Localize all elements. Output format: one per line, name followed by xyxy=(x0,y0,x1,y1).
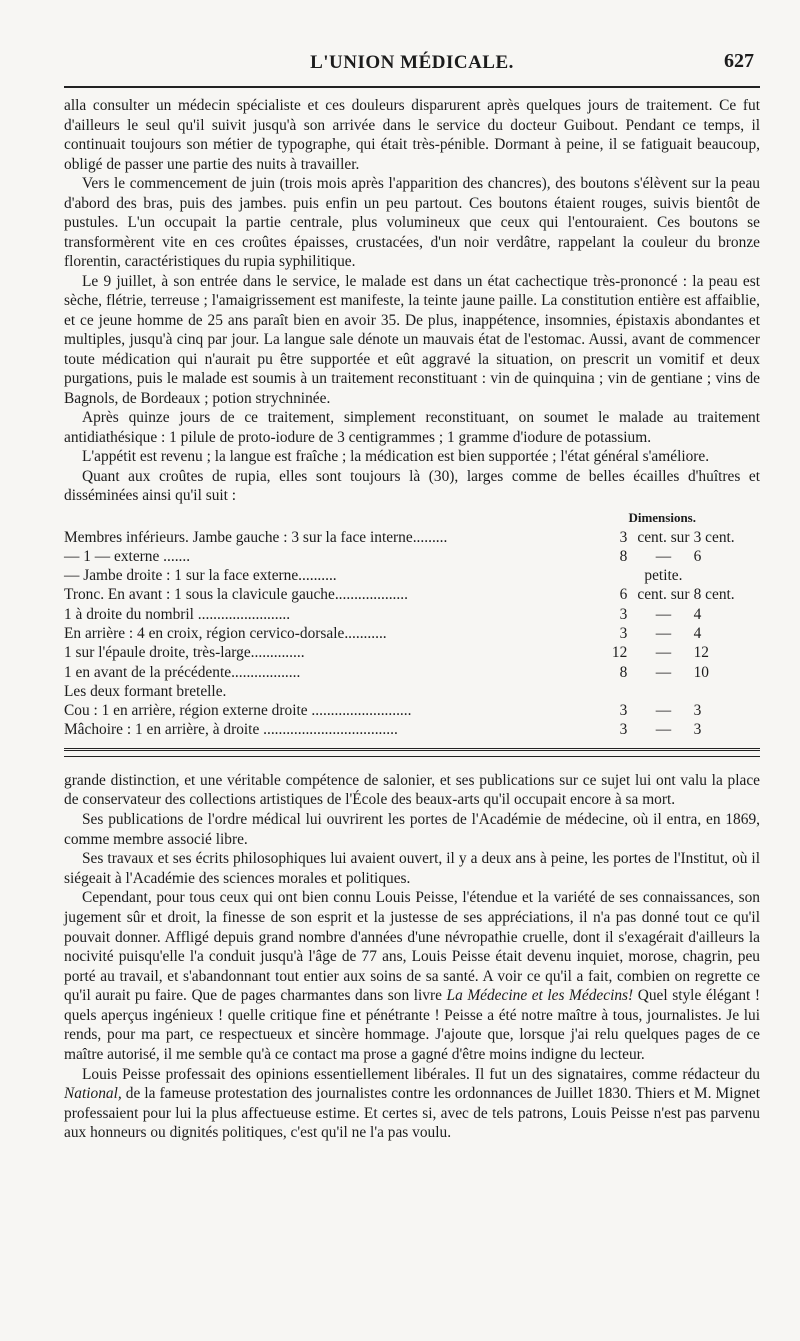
table-row xyxy=(64,663,760,682)
dimension-a: 3 xyxy=(619,528,628,546)
paragraph xyxy=(64,888,760,1064)
dimension-unit xyxy=(633,682,693,701)
lesion-site: 1 à droite du nombril ........................ xyxy=(64,605,291,623)
dimension-unit: — xyxy=(655,721,672,739)
lesion-site: Les deux formant bretelle. xyxy=(64,682,227,700)
separator-rule xyxy=(64,748,760,754)
text-run: Cependant, pour tous ceux qui ont bien connu Louis Peisse, l'étendue et la variété de ses connaissances, son jugement sûr et droit, la finesse de son esprit et la justesse de ses appréciations, il n'a pas donné tout ce qu'il pouvait donner. Affligé depuis grand nombre d'années d'une névropathie cruelle, dont il s'exagérait d'ailleurs la nocivité puisqu'elle l'a conduit jusqu'à l'âge de 77 ans, Louis Peisse était devenu inquiet, morose, chagrin, peu porté au travail, et s'abandonnant tout entier aux soins de sa santé. A voir ce qu'il a fait, combien on regrette ce qu'il aurait pu faire. Que de pages charmantes dans son livre xyxy=(64,889,760,1005)
dimension-unit: — xyxy=(655,702,672,720)
dimension-b: 4 xyxy=(693,605,702,623)
paragraph: Quant aux croûtes de rupia, elles sont toujours là (30), larges comme de belles écailles d'huîtres et disséminées ainsi qu'il suit : xyxy=(64,467,760,504)
text-run: Quel style élégant ! quels aperçus ingénieux ! quelle critique fine et pénétrante ! Peisse a été notre maître à tous, journalistes. Je lui rends, pour ma part, ce respectueux et sincère hommage. J'ajoute que, lorsque j'ai relu quelques pages de ce maître autorisé, il me semble qu'à ce contact ma prose a gagné d'être moins indigne du lecteur. xyxy=(64,987,760,1064)
lesion-site: Mâchoire : 1 en arrière, à droite ................................... xyxy=(64,721,398,739)
dimension-b: 10 xyxy=(693,663,709,681)
dimension-unit: cent. sur xyxy=(637,586,690,604)
feuilleton-text xyxy=(64,771,760,1143)
paragraph: Après quinze jours de ce traitement, simplement reconstituant, on soumet le malade au traitement antidiathésique : 1 pilule de proto-iodure de 3 centigrammes ; 1 gramme d'iodure de potassium. xyxy=(64,409,760,446)
table-row xyxy=(64,720,760,739)
dimension-a: 3 xyxy=(619,605,628,623)
dimension-a xyxy=(587,566,633,585)
table-row xyxy=(64,605,760,624)
dimension-b: 3 xyxy=(693,702,702,720)
running-title: L'UNION MÉDICALE. xyxy=(310,52,514,73)
case-report xyxy=(64,96,760,506)
dimension-unit: petite. xyxy=(644,567,683,585)
dimension-b: 4 xyxy=(693,624,702,642)
paragraph: Vers le commencement de juin (trois mois après l'apparition des chancres), des boutons s'élèvent sur la peau d'abord des bras, puis des jambes. puis enfin un peu partout. Ces boutons étaient rouges, suivis bientôt de pustules. L'un occupait la partie centrale, plus volumineux que ceux qui l'entouraient. Ces boutons se transformèrent vite en ces croûtes épaisses, crustacées, d'un noir verdâtre, rappelant la couleur du bronze florentin, caractéristiques du rupia syphilitique. xyxy=(64,175,760,270)
table-row xyxy=(64,528,760,547)
paragraph: alla consulter un médecin spécialiste et ces douleurs disparurent après quelques jours de traitement. Ce fut d'ailleurs le seul qu'il suivit jusqu'à son arrivée dans le service du docteur Guibout. Pendant ce temps, il continuait toujours son métier de typographe, qui était très-pénible. Dormant à peine, il se fatiguait beaucoup, obligé de passer une partie des nuits à travailler. xyxy=(64,97,760,173)
book-title: La Médecine et les Médecins! xyxy=(446,987,634,1005)
dimension-a: 3 xyxy=(619,624,628,642)
lesion-site: 1 en avant de la précédente.................. xyxy=(64,663,301,681)
dimension-a: 8 xyxy=(619,547,628,565)
table-row xyxy=(64,643,760,662)
table-row xyxy=(64,701,760,720)
table-row xyxy=(64,682,760,701)
dimension-b: 6 xyxy=(693,547,702,565)
lesion-site: Tronc. En avant : 1 sous la clavicule gauche................... xyxy=(64,586,408,604)
paragraph: L'appétit est revenu ; la langue est fraîche ; la médication est bien supportée ; l'état général s'améliore. xyxy=(82,448,710,465)
page-header xyxy=(64,0,760,90)
dimension-a: 8 xyxy=(619,663,628,681)
lesion-site: — Jambe droite : 1 sur la face externe.......... xyxy=(64,567,337,585)
dimension-unit: — xyxy=(655,605,672,623)
separator-rule-thin xyxy=(64,756,760,757)
paragraph: Le 9 juillet, à son entrée dans le service, le malade est dans un état cachectique très-prononcé : la peau est sèche, flétrie, terreuse ; l'amaigrissement est manifeste, la teinte jaune paille. La constitution entière est affaiblie, et ce jeune homme de 25 ans paraît bien en avoir 35. De plus, inappétence, insomnies, épistaxis abondantes et multiples, jusqu'à cinq par jour. La langue sale dénote un mauvais état de l'estomac. Aussi, avant de commencer toute médication qui n'aurait pu être supportée et eût aggravé la situation, on prescrit un vomitif et deux purgations, puis le malade est soumis à un traitement reconstituant : vin de quinquina ; vin de gentiane ; vins de Bagnols, de Bordeaux ; potion strychninée. xyxy=(64,272,760,407)
lesion-site: 1 sur l'épaule droite, très-large.............. xyxy=(64,644,305,662)
dimension-unit: cent. sur xyxy=(637,528,690,546)
dimension-b xyxy=(694,566,760,585)
header-rule xyxy=(64,86,760,88)
text-run: de la fameuse protestation des journalistes contre les ordonnances de Juillet 1830. Thiers et M. Mignet professaient pour lui la plus affectueuse estime. Et certes si, avec de tels patrons, Louis Peisse n'est pas parvenu aux honneurs ou dignités politiques, c'est qu'il ne l'a pas voulu. xyxy=(64,1085,760,1142)
text-run: Louis Peisse professait des opinions essentiellement libérales. Il fut un des signataires, comme rédacteur du xyxy=(82,1065,760,1083)
table-row xyxy=(64,624,760,643)
dimension-unit: — xyxy=(655,547,672,565)
lesion-site: — 1 — externe ....... xyxy=(64,547,191,565)
dimensions-heading: Dimensions. xyxy=(628,509,696,525)
table-row xyxy=(64,585,760,604)
paragraph: grande distinction, et une véritable compétence de salonier, et ses publications sur ce sujet lui ont valu la place de conservateur des collections artistiques de l'École des beaux-arts qu'il occupait encore à sa mort. xyxy=(64,771,760,809)
page-number: 627 xyxy=(724,50,754,72)
dimension-a: 3 xyxy=(619,721,628,739)
table-row xyxy=(64,547,760,566)
dimension-b: 3 xyxy=(693,721,702,739)
lesion-site: Membres inférieurs. Jambe gauche : 3 sur la face interne......... xyxy=(64,528,448,546)
table-row xyxy=(64,566,760,585)
dimension-unit: — xyxy=(655,644,672,662)
dimension-b xyxy=(694,682,760,701)
dimension-unit: — xyxy=(655,663,672,681)
dimension-b: 3 cent. xyxy=(693,528,735,546)
dimension-a: 6 xyxy=(619,586,628,604)
paragraph xyxy=(64,1065,760,1143)
lesion-site: Cou : 1 en arrière, région externe droite .......................... xyxy=(64,702,412,720)
dimension-b: 12 xyxy=(693,644,709,662)
dimension-a xyxy=(587,682,633,701)
dimension-a: 3 xyxy=(619,702,628,720)
lesion-site: En arrière : 4 en croix, région cervico-dorsale........... xyxy=(64,624,387,642)
dimension-unit: — xyxy=(655,624,672,642)
dimension-a: 12 xyxy=(611,644,628,662)
paragraph: Ses publications de l'ordre médical lui ouvrirent les portes de l'Académie de médecine, où il entra, en 1869, comme membre associé libre. xyxy=(64,810,760,848)
journal-title: National, xyxy=(64,1085,122,1103)
dimension-b: 8 cent. xyxy=(693,586,735,604)
paragraph: Ses travaux et ses écrits philosophiques lui avaient ouvert, il y a deux ans à peine, les portes de l'Institut, où il siégeait à l'Académie des sciences morales et politiques. xyxy=(64,850,760,887)
dimensions-table xyxy=(64,528,760,740)
